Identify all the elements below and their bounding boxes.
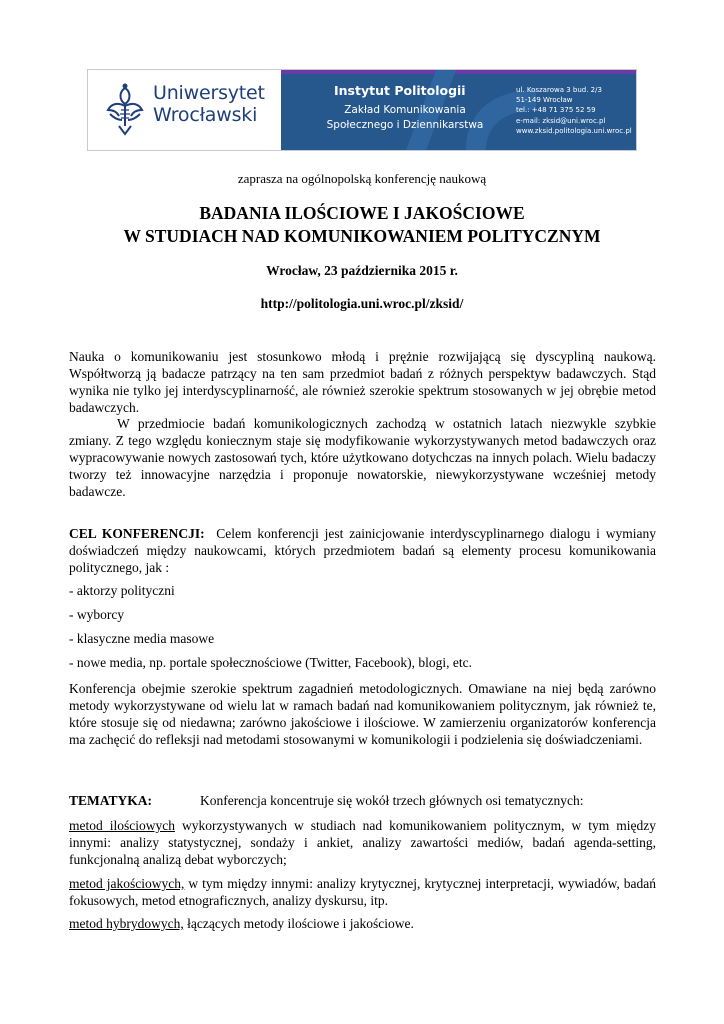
goal-section	[69, 525, 656, 576]
intro-paragraph-2: W przedmiocie badań komunikologicznych zachodzą w ostatnich latach niezwykle szybkie zmiany. Z tego względu koniecznym staje się modyfikowanie wykorzystywanych metod badawczych oraz wypracowywanie nowych zastosowań tych, które użytkowano dotychczas na innych polach. Wielu badaczy tworzy też innowacyjne narzędzia i proponuje nowatorskie, niewykorzystywane wcześniej metody badawcze.	[69, 416, 656, 499]
topic-term: metod hybrydowych,	[69, 916, 184, 931]
conference-date: Wrocław, 23 października 2015 r.	[266, 263, 458, 278]
topic-term: metod jakościowych,	[69, 876, 185, 891]
list-item: - aktorzy polityczni	[69, 583, 175, 598]
topic-item-hybrid: metod hybrydowych, łączących metody ilościowe i jakościowe.	[69, 916, 414, 931]
conference-title: BADANIA ILOŚCIOWE I JAKOŚCIOWE W STUDIACH NAD KOMUNIKOWANIEM POLITYCZNYM	[123, 203, 601, 246]
university-name: Uniwersytet Wrocławski	[153, 82, 265, 126]
department-name: Zakład Komunikowania Społecznego i Dziennikarstwa	[326, 104, 484, 131]
list-item: - wyborcy	[69, 607, 125, 622]
goal-label: CEL KONFERENCJI:	[69, 526, 205, 541]
institute-block	[281, 70, 636, 150]
institute-title: Instytut Politologii	[334, 83, 466, 98]
list-item: - nowe media, np. portale społecznościowe (Twitter, Facebook), blogi, etc.	[69, 655, 473, 670]
conference-url[interactable]: http://politologia.uni.wroc.pl/zksid/	[260, 296, 464, 311]
contact-info: ul. Koszarowa 3 bud. 2/3 51-149 Wrocław tel.: +48 71 375 52 59 e-mail: zksid@uni.wroc.pl www.zksid.politologia.uni.wroc.pl	[516, 86, 632, 135]
intro-paragraph-1: Nauka o komunikowaniu jest stosunkowo młodą i prężnie rozwijającą się dyscypliną naukową. Współtworzą ją badacze patrzący na ten sam przedmiot badań z różnych perspektyw badawczych. Stąd wynika nie tylko jej interdyscyplinarność, ale również szerokie spektrum stosowanych w jej obrębie metod badawczych.	[69, 349, 656, 415]
goal-text: Celem konferencji jest zainicjowanie interdyscyplinarnego dialogu i wymiany doświadczeń między naukowcami, których przedmiotem badań są elementy procesu komunikowania politycznego, jak :	[69, 526, 656, 575]
goal-closing-paragraph: Konferencja obejmie szerokie spektrum zagadnień metodologicznych. Omawiane na niej będą zarówno metody wykorzystywane od wielu lat w ramach badań nad komunikowaniem politycznym, jak również te, które stosuje się od niedawna; zarówno jakościowe i ilościowe. W zamierzeniu organizatorów konferencja ma zachęcić do refleksji nad metodami stosowanymi w komunikologii i podzielenia się doświadczeniami.	[69, 681, 656, 747]
invitation-line: zaprasza na ogólnopolską konferencję naukową	[237, 171, 487, 186]
topics-intro: Konferencja koncentruje się wokół trzech głównych osi tematycznych:	[200, 793, 584, 808]
header-banner	[87, 69, 637, 151]
topic-term: metod ilościowych	[69, 818, 175, 833]
topic-item-qualitative: metod jakościowych, w tym między innymi: analizy krytycznej, krytycznej interpretacji, wywiadów, badań fokusowych, metod etnograficznych, analizy dyskursu, itp.	[69, 876, 656, 908]
topic-item-quantitative: metod ilościowych wykorzystywanych w studiach nad komunikowaniem politycznym, w tym między innymi: analizy statystycznej, sondaży i ankiet, analizy zawartości mediów, badań agenda-setting, funkcjonalną analizą debat wyborczych;	[69, 818, 656, 867]
institute-text	[88, 70, 637, 150]
list-item: - klasyczne media masowe	[69, 631, 215, 646]
topics-label: TEMATYKA:	[69, 793, 152, 808]
